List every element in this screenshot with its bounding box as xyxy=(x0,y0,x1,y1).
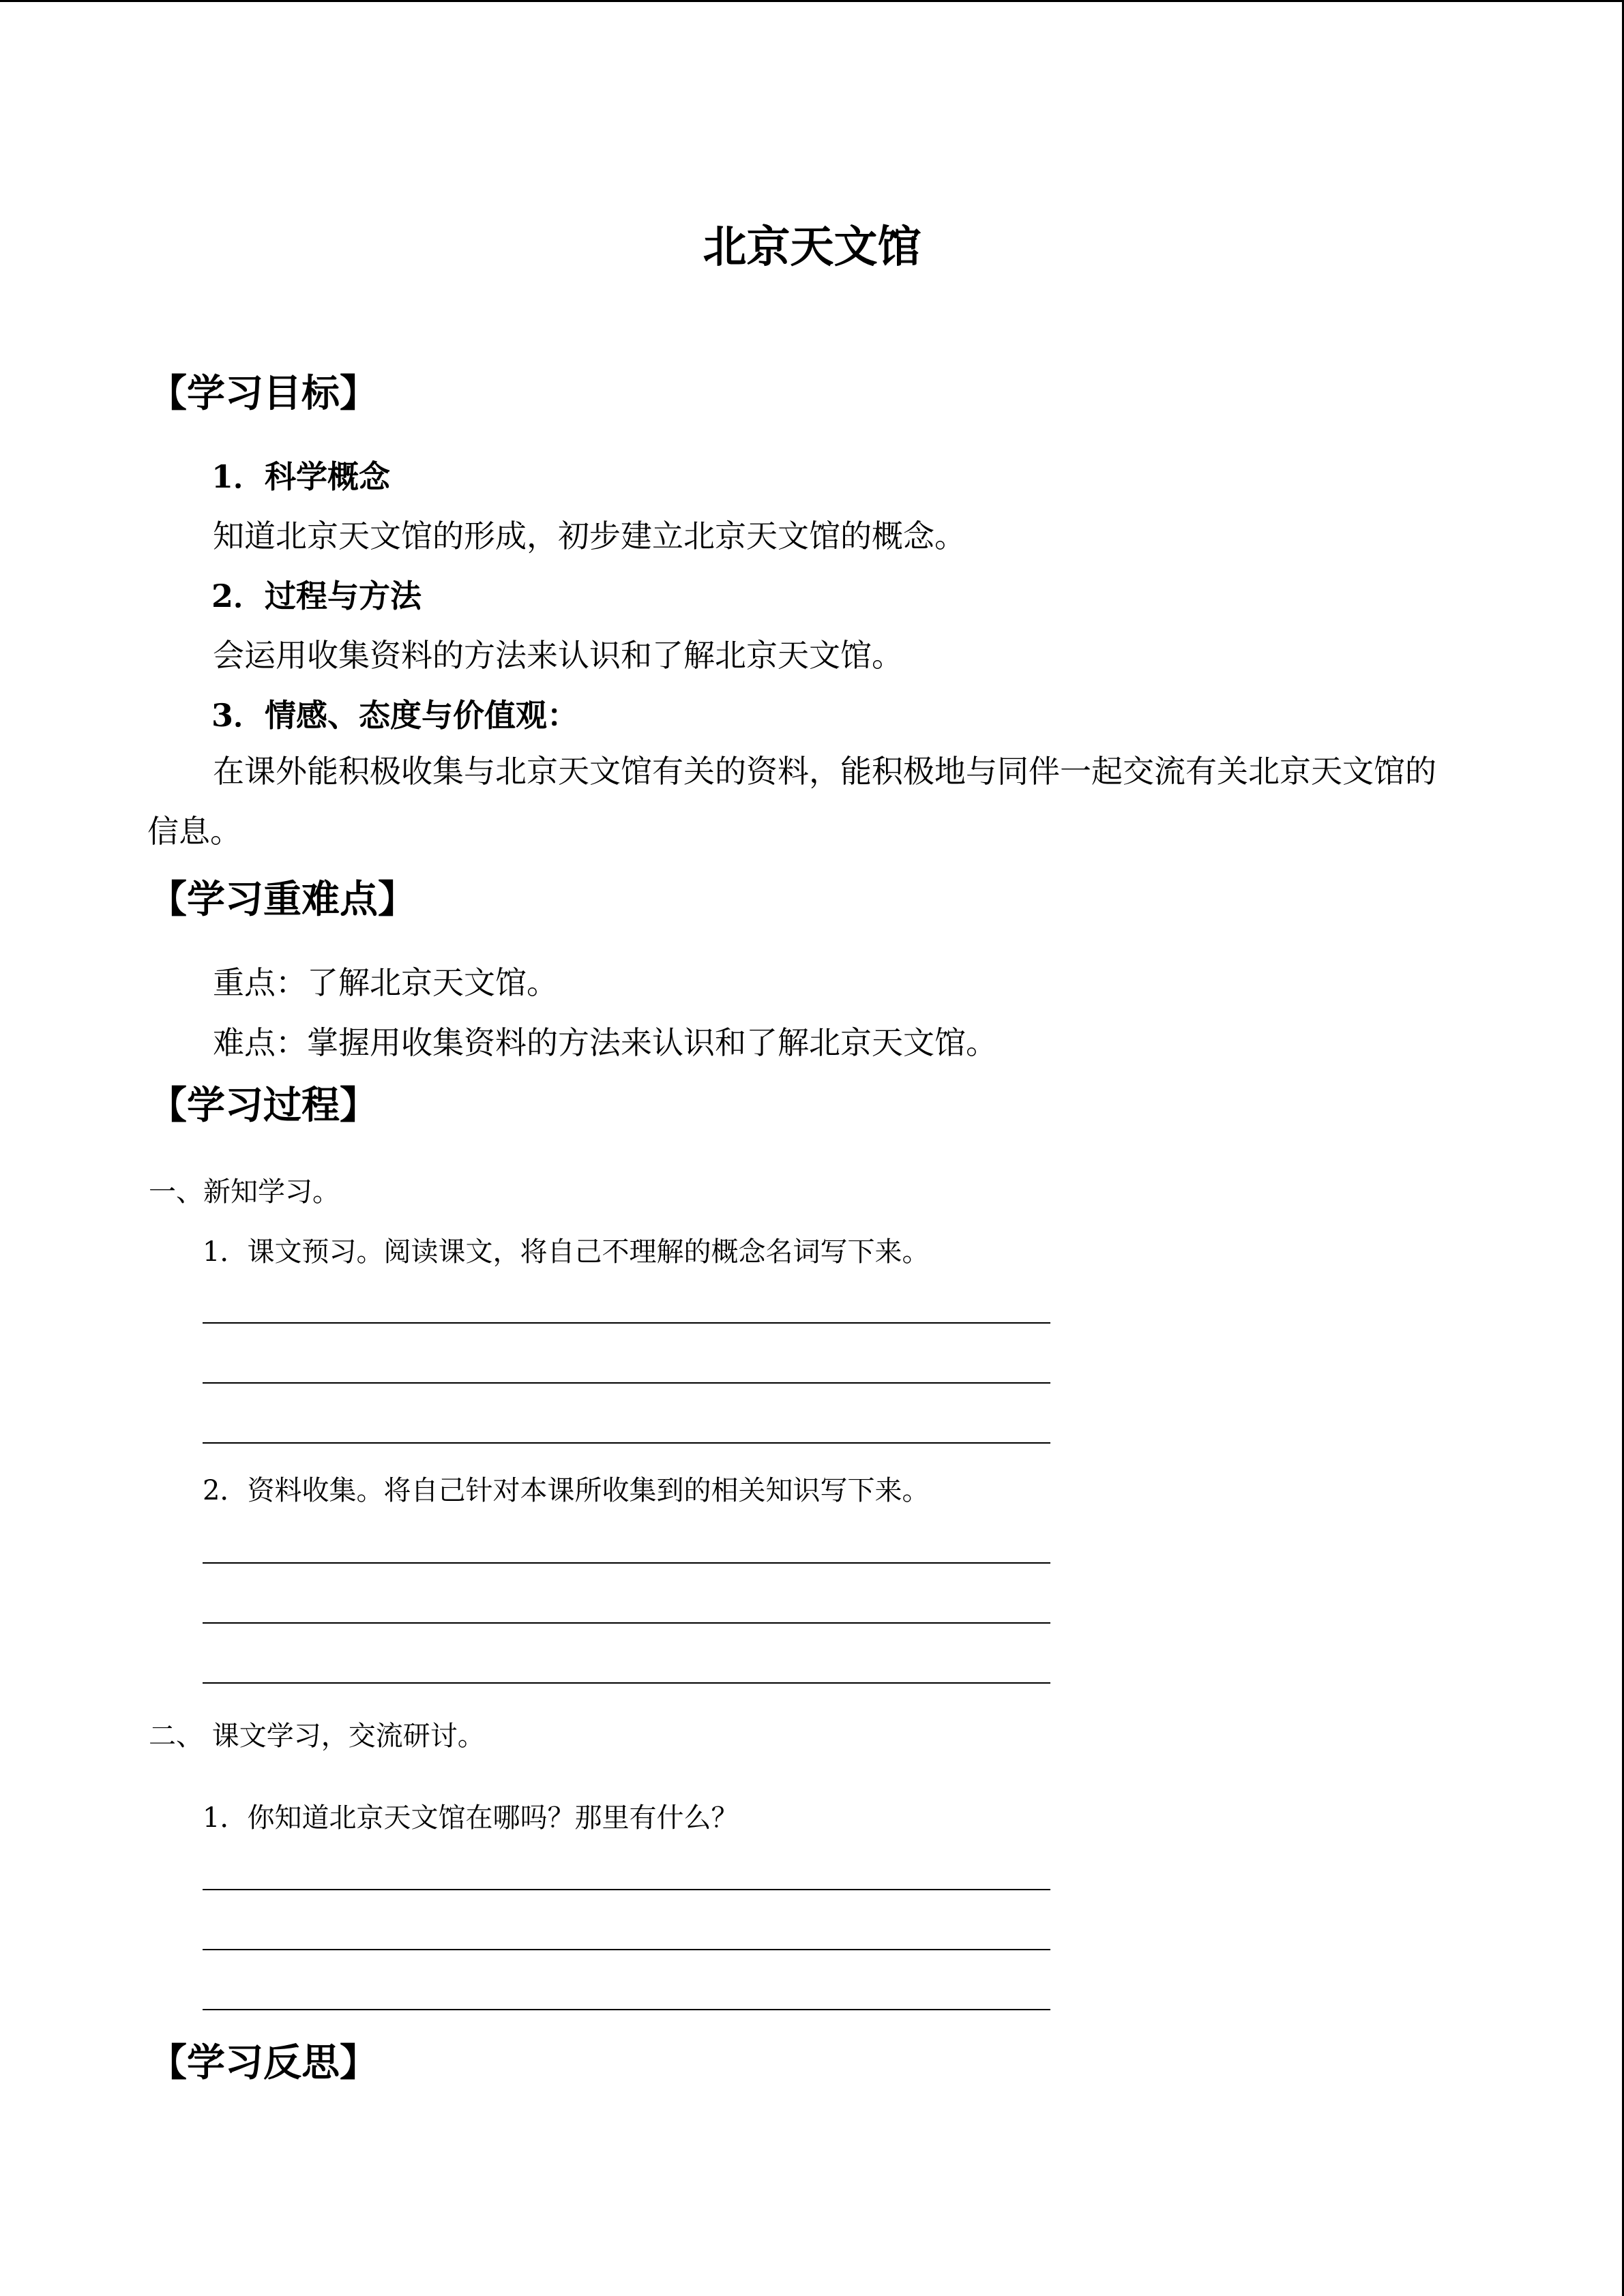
part1-question-2: 2．资料收集。将自己针对本课所收集到的相关知识写下来。 xyxy=(203,1475,930,1506)
answer-line[interactable] xyxy=(203,2009,1050,2010)
answer-line[interactable] xyxy=(203,1622,1050,1624)
page-title: 北京天文馆 xyxy=(703,222,921,273)
goal-3-text: 在课外能积极收集与北京天文馆有关的资料，能积极地与同伴一起交流有关北京天文馆的信息。 xyxy=(147,753,1436,850)
goal-1-text: 知道北京天文馆的形成，初步建立北京天文馆的概念。 xyxy=(213,518,966,554)
key-points-heading: 【学习重难点】 xyxy=(149,877,416,922)
key-point-difficulty: 难点：掌握用收集资料的方法来认识和了解北京天文馆。 xyxy=(213,1024,997,1061)
goal-1-label: 1．科学概念 xyxy=(211,458,391,495)
reflection-heading: 【学习反思】 xyxy=(149,2040,378,2085)
answer-line[interactable] xyxy=(203,1949,1050,1950)
answer-line[interactable] xyxy=(203,1322,1050,1324)
answer-line[interactable] xyxy=(203,1442,1050,1444)
part2-question-1: 1．你知道北京天文馆在哪吗？那里有什么？ xyxy=(203,1802,739,1834)
answer-line[interactable] xyxy=(203,1562,1050,1564)
goals-heading: 【学习目标】 xyxy=(149,371,378,416)
answer-line[interactable] xyxy=(203,1889,1050,1890)
part1-question-1: 1．课文预习。阅读课文，将自己不理解的概念名词写下来。 xyxy=(203,1236,930,1268)
process-heading: 【学习过程】 xyxy=(149,1083,378,1128)
goal-2-label: 2．过程与方法 xyxy=(211,578,422,614)
goal-3-label: 3．情感、态度与价值观： xyxy=(211,697,579,734)
answer-line[interactable] xyxy=(203,1682,1050,1684)
part1-title: 一、新知学习。 xyxy=(149,1176,340,1208)
part2-title: 二、 课文学习，交流研讨。 xyxy=(149,1720,485,1752)
key-point-focus: 重点：了解北京天文馆。 xyxy=(213,964,558,1001)
answer-line[interactable] xyxy=(203,1382,1050,1384)
goal-2-text: 会运用收集资料的方法来认识和了解北京天文馆。 xyxy=(213,637,903,674)
